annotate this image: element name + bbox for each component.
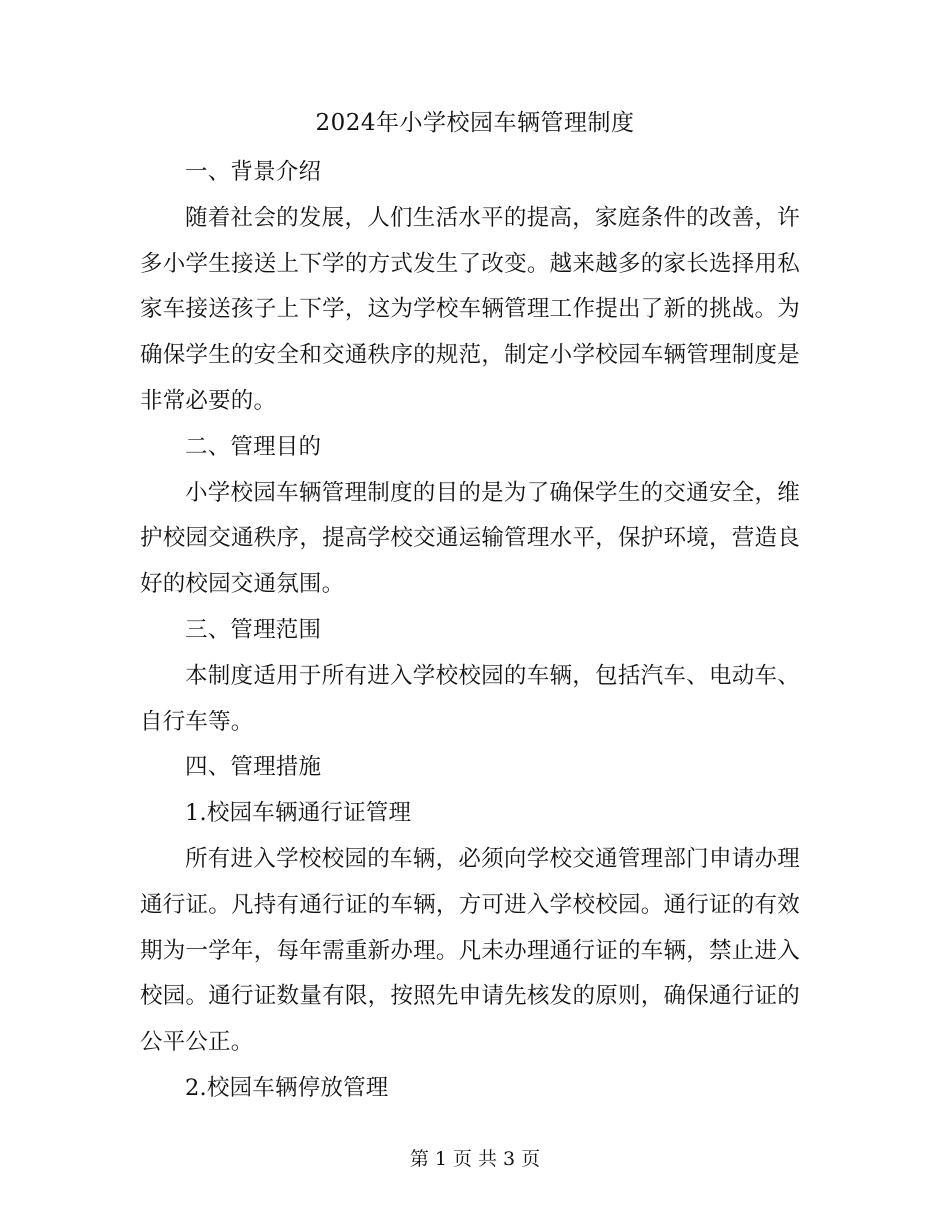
page-number-footer: 第 1 页 共 3 页: [409, 1148, 541, 1170]
document-body: [140, 150, 800, 1112]
section-heading-purpose: 二、管理目的: [185, 433, 322, 460]
section-paragraph-background: 随着社会的发展，人们生活水平的提高，家庭条件的改善，许多小学生接送上下学的方式发生了改变。越来越多的家长选择用私家车接送孩子上下学，这为学校车辆管理工作提出了新的挑战。为确保学生的安全和交通秩序的规范，制定小学校园车辆管理制度是非常必要的。: [140, 204, 800, 414]
section-heading-measures: 四、管理措施: [185, 754, 322, 781]
subheading-pass-management: 1.校园车辆通行证管理: [185, 800, 412, 827]
section-paragraph-purpose: 小学校园车辆管理制度的目的是为了确保学生的交通安全，维护校园交通秩序，提高学校交通运输管理水平，保护环境，营造良好的校园交通氛围。: [140, 479, 800, 598]
section-heading-scope: 三、管理范围: [185, 616, 322, 643]
section-paragraph-scope: 本制度适用于所有进入学校校园的车辆，包括汽车、电动车、自行车等。: [140, 662, 800, 735]
document-title: 2024年小学校园车辆管理制度: [315, 110, 635, 136]
section-paragraph-pass-management: 所有进入学校校园的车辆，必须向学校交通管理部门申请办理通行证。凡持有通行证的车辆，方可进入学校校园。通行证的有效期为一学年，每年需重新办理。凡未办理通行证的车辆，禁止进入校园。通行证数量有限，按照先申请先核发的原则，确保通行证的公平公正。: [140, 845, 800, 1056]
section-heading-background: 一、背景介绍: [185, 159, 322, 185]
subheading-parking-management: 2.校园车辆停放管理: [185, 1074, 389, 1101]
